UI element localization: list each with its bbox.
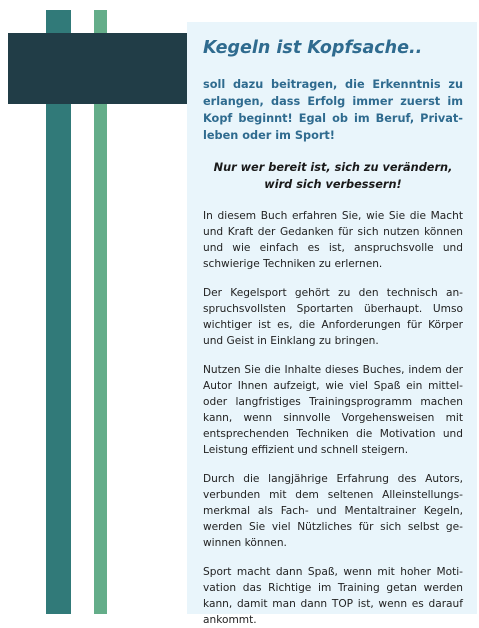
body-paragraph-1: In diesem Buch erfahren Sie, wie Sie die Macht und Kraft der Gedanken für sich nutzen können und wie einfach es ist, anspruchsvolle und schwierige Techniken zu erlernen. <box>203 210 463 271</box>
body-paragraph-2: Der Kegelsport gehört zu den technisch anspruchsvollsten Sportarten überhaupt. Umso wichtiger ist es, die Anforderungen für Körper und Geist in Einklang zu bringen. <box>203 287 463 348</box>
body-paragraph-3: Nutzen Sie die Inhalte dieses Buches, indem der Autor Ihnen aufzeigt, wie viel Spaß ein mittel- oder langfristiges Trainingsprogramm machen kann, wenn sinnvolle Vorgehensweisen mit entsprechenden Techniken die Motivation und Leistung effizient und schnell steigern. <box>203 364 463 457</box>
motto-quote: Nur wer bereit ist, sich zu verändern, wird sich verbessern! <box>213 161 453 192</box>
page-title: Kegeln ist Kopfsache.. <box>203 38 423 58</box>
body-paragraph-4: Durch die langjährige Erfahrung des Autors, verbunden mit dem seltenen Alleinstellungsmerkmal als Fach- und Mentaltrainer Kegeln, werden Sie viel Nützliches für sich selbst gewinnen können. <box>203 473 463 550</box>
text-panel <box>187 22 477 627</box>
body-paragraph-5: Sport macht dann Spaß, wenn mit hoher Motivation das Richtige im Training getan werden kann, damit man dann TOP ist, wenn es darauf ankommt. <box>203 566 463 627</box>
intro-text: soll dazu beitragen, die Erkenntnis zu erlangen, dass Erfolg immer zuerst im Kopf beginnt! Egal ob im Beruf, Privatleben oder im Sport! <box>203 78 463 143</box>
decorative-dark-block <box>8 33 188 104</box>
